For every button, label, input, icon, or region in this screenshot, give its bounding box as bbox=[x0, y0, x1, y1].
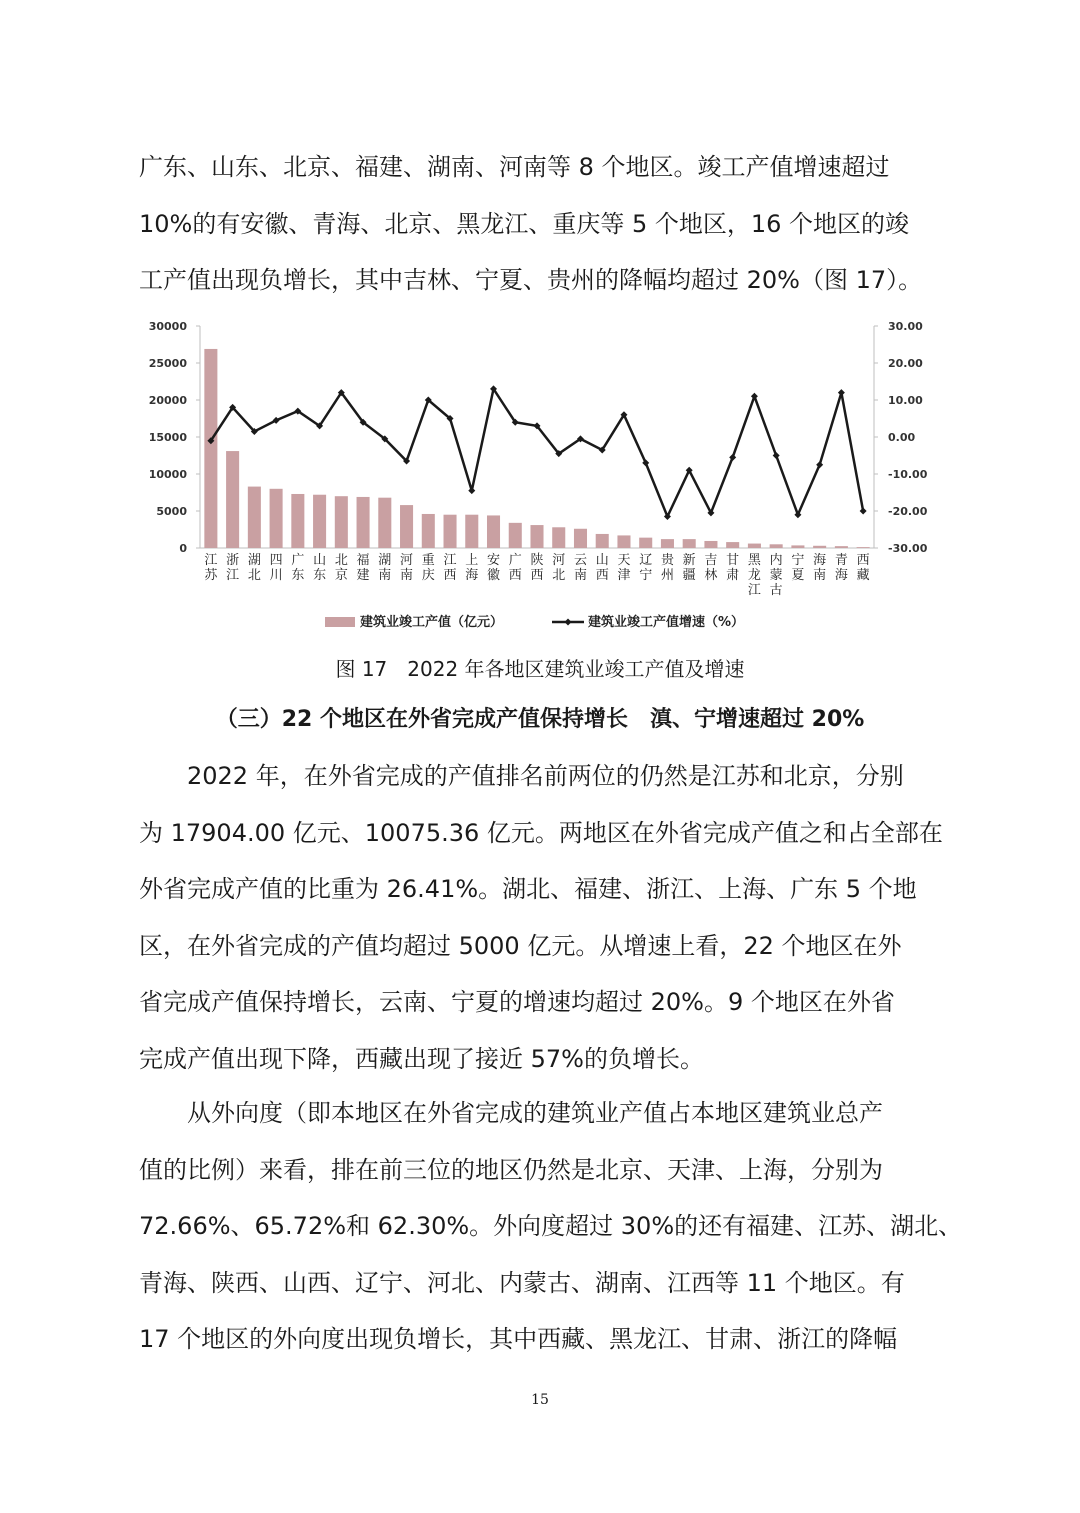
section-heading: （三）22 个地区在外省完成产值保持增长 滇、宁增速超过 20% bbox=[215, 707, 865, 732]
x-tick-label: 四川 bbox=[269, 553, 283, 583]
x-tick-label: 北京 bbox=[334, 553, 348, 583]
x-tick-label: 辽宁 bbox=[639, 553, 653, 583]
y-left-tick-label: 5000 bbox=[156, 505, 187, 518]
bar-20 bbox=[639, 538, 652, 548]
paragraph-line: 广东、山东、北京、福建、湖南、河南等 8 个地区。竣工产值增速超过 bbox=[139, 153, 890, 181]
x-tick-label: 湖南 bbox=[378, 553, 392, 583]
x-tick-label: 安徽 bbox=[487, 553, 501, 583]
bar-27 bbox=[791, 545, 804, 548]
legend-line-label: 建筑业竣工产值增速（%） bbox=[588, 615, 745, 630]
y-left-tick-label: 20000 bbox=[148, 394, 187, 407]
paragraph-line: 从外向度（即本地区在外省完成的建筑业产值占本地区建筑业总产 bbox=[187, 1099, 883, 1127]
bar-9 bbox=[400, 505, 413, 548]
x-tick-label: 宁夏 bbox=[791, 553, 805, 583]
x-tick-label: 青海 bbox=[834, 553, 848, 583]
bar-22 bbox=[683, 539, 696, 548]
x-tick-label: 广东 bbox=[291, 553, 305, 583]
bar-21 bbox=[661, 539, 674, 548]
x-tick-label: 山西 bbox=[595, 553, 609, 583]
paragraph-line: 外省完成产值的比重为 26.41%。湖北、福建、浙江、上海、广东 5 个地 bbox=[139, 875, 917, 903]
paragraph-intro bbox=[139, 139, 934, 309]
page-number: 15 bbox=[531, 1392, 549, 1408]
bar-18 bbox=[596, 534, 609, 548]
figure-17-chart bbox=[140, 314, 940, 654]
growth-point-26 bbox=[773, 452, 780, 459]
y-right-tick-label: 10.00 bbox=[888, 394, 923, 407]
x-tick-label: 江苏 bbox=[204, 553, 218, 583]
bar-16 bbox=[552, 527, 565, 548]
paragraph-line: 2022 年，在外省完成的产值排名前两位的仍然是江苏和北京，分别 bbox=[187, 762, 904, 790]
bar-4 bbox=[291, 494, 304, 548]
growth-point-29 bbox=[838, 389, 845, 396]
bar-13 bbox=[487, 515, 500, 548]
x-tick-label: 西藏 bbox=[856, 553, 870, 583]
x-tick-label: 新疆 bbox=[682, 553, 696, 583]
x-tick-label: 河北 bbox=[552, 553, 566, 583]
growth-point-28 bbox=[816, 461, 823, 468]
x-tick-label: 山东 bbox=[313, 553, 327, 583]
bar-29 bbox=[835, 546, 848, 548]
y-right-tick-label: -30.00 bbox=[888, 542, 928, 555]
paragraph-line: 工产值出现负增长，其中吉林、宁夏、贵州的降幅均超过 20%（图 17）。 bbox=[139, 266, 923, 294]
y-left-tick-label: 0 bbox=[179, 542, 187, 555]
x-tick-label: 内蒙古 bbox=[769, 553, 783, 598]
y-left-tick-label: 10000 bbox=[148, 468, 187, 481]
x-tick-label: 甘肃 bbox=[726, 553, 740, 583]
x-tick-label: 天津 bbox=[617, 553, 631, 583]
paragraph-outward-degree bbox=[139, 1085, 963, 1368]
bar-7 bbox=[357, 497, 370, 548]
y-right-tick-label: 0.00 bbox=[888, 431, 916, 444]
growth-point-24 bbox=[729, 454, 736, 461]
bar-5 bbox=[313, 495, 326, 548]
bar-0 bbox=[204, 349, 217, 548]
bar-24 bbox=[726, 542, 739, 548]
y-right-tick-label: 20.00 bbox=[888, 357, 923, 370]
bar-2 bbox=[248, 487, 261, 548]
y-right-tick-label: -20.00 bbox=[888, 505, 928, 518]
x-tick-label: 吉林 bbox=[704, 553, 718, 583]
bar-23 bbox=[704, 541, 717, 548]
x-tick-label: 江西 bbox=[443, 553, 457, 583]
paragraph-line: 为 17904.00 亿元、10075.36 亿元。两地区在外省完成产值之和占全部在 bbox=[139, 818, 943, 847]
bar-8 bbox=[378, 498, 391, 548]
x-tick-label: 重庆 bbox=[421, 553, 435, 583]
x-tick-label: 海南 bbox=[813, 553, 827, 583]
growth-point-30 bbox=[860, 508, 867, 515]
y-right-tick-label: -10.00 bbox=[888, 468, 928, 481]
legend-bar-swatch bbox=[325, 617, 355, 627]
growth-point-25 bbox=[751, 393, 758, 400]
bar-6 bbox=[335, 496, 348, 548]
x-tick-label: 上海 bbox=[465, 553, 479, 583]
bar-12 bbox=[465, 515, 478, 548]
x-tick-label: 陕西 bbox=[530, 553, 544, 583]
bar-19 bbox=[617, 535, 630, 548]
bar-17 bbox=[574, 529, 587, 548]
y-left-tick-label: 15000 bbox=[148, 431, 187, 444]
paragraph-line: 10%的有安徽、青海、北京、黑龙江、重庆等 5 个地区，16 个地区的竣 bbox=[139, 209, 910, 238]
figure-caption: 图 17 2022 年各地区建筑业竣工产值及增速 bbox=[335, 657, 745, 681]
paragraph-line: 完成产值出现下降，西藏出现了接近 57%的负增长。 bbox=[139, 1044, 704, 1073]
growth-point-12 bbox=[468, 487, 475, 494]
bar-15 bbox=[530, 525, 543, 548]
bar-25 bbox=[748, 544, 761, 548]
bar-3 bbox=[270, 489, 283, 548]
x-tick-label: 福建 bbox=[356, 553, 370, 583]
y-left-tick-label: 30000 bbox=[148, 320, 187, 333]
bar-11 bbox=[444, 515, 457, 548]
bar-26 bbox=[770, 544, 783, 548]
growth-point-27 bbox=[794, 511, 801, 518]
bar-1 bbox=[226, 451, 239, 548]
legend-bar-label: 建筑业竣工产值（亿元） bbox=[360, 615, 504, 630]
x-tick-label: 贵州 bbox=[660, 553, 674, 583]
x-tick-label: 黑龙江 bbox=[747, 553, 761, 598]
x-tick-label: 浙江 bbox=[226, 553, 240, 583]
y-left-tick-label: 25000 bbox=[148, 357, 187, 370]
paragraph-line: 17 个地区的外向度出现负增长，其中西藏、黑龙江、甘肃、浙江的降幅 bbox=[139, 1325, 898, 1353]
growth-line bbox=[211, 389, 863, 517]
paragraph-line: 72.66%、65.72%和 62.30%。外向度超过 30%的还有福建、江苏、湖北、 bbox=[139, 1212, 963, 1240]
paragraph-line: 值的比例）来看，排在前三位的地区仍然是北京、天津、上海，分别为 bbox=[139, 1155, 883, 1184]
x-tick-label: 云南 bbox=[573, 553, 587, 583]
y-right-tick-label: 30.00 bbox=[888, 320, 923, 333]
bar-28 bbox=[813, 546, 826, 548]
x-tick-label: 湖北 bbox=[247, 553, 261, 583]
x-tick-label: 河南 bbox=[400, 553, 414, 583]
paragraph-line: 区，在外省完成的产值均超过 5000 亿元。从增速上看，22 个地区在外 bbox=[139, 931, 902, 960]
paragraph-line: 青海、陕西、山西、辽宁、河北、内蒙古、湖南、江西等 11 个地区。有 bbox=[139, 1268, 905, 1297]
bar-30 bbox=[857, 547, 870, 548]
paragraph-outside-province bbox=[139, 748, 943, 1087]
bar-10 bbox=[422, 514, 435, 548]
bar-14 bbox=[509, 523, 522, 548]
x-tick-label: 广西 bbox=[508, 553, 522, 583]
paragraph-line: 省完成产值保持增长，云南、宁夏的增速均超过 20%。9 个地区在外省 bbox=[139, 988, 895, 1016]
legend-line-marker bbox=[565, 619, 572, 626]
